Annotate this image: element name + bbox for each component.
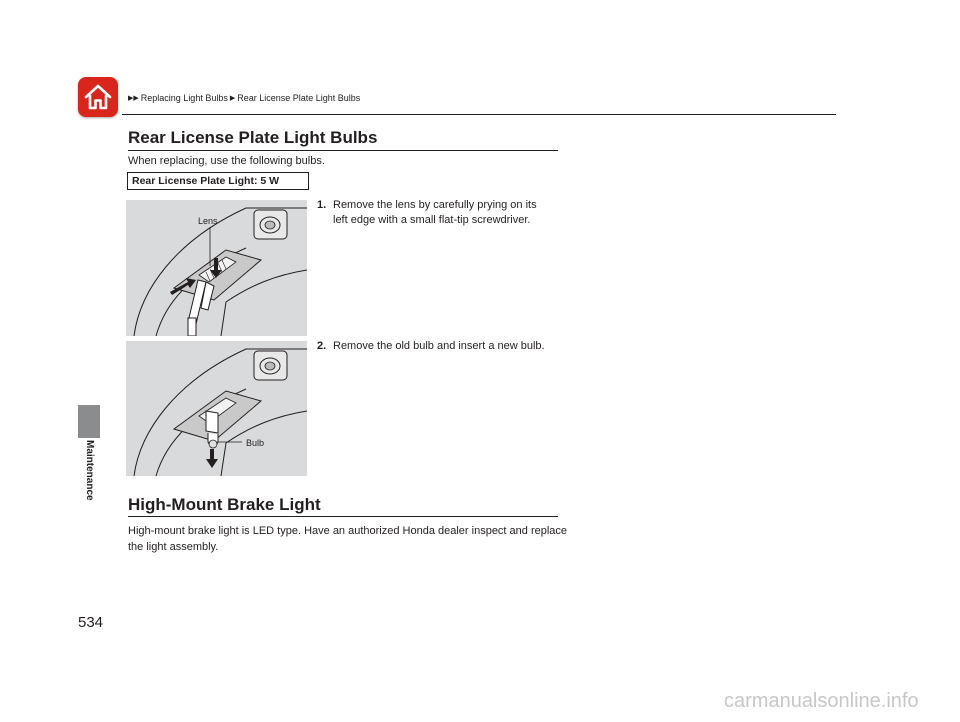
section-title-brake-light: High-Mount Brake Light (128, 495, 321, 514)
breadcrumb-item-rear-license-plate[interactable]: Rear License Plate Light Bulbs (237, 93, 361, 103)
watermark: carmanualsonline.info (724, 690, 919, 712)
page-number: 534 (78, 614, 104, 631)
bulb-replacement-illustration (126, 341, 307, 476)
step-2 (317, 339, 562, 354)
home-icon (83, 82, 113, 112)
header-divider (122, 114, 836, 115)
step-2-number: 2. (317, 340, 327, 352)
step-2-text: Remove the old bulb and insert a new bulb. (333, 340, 545, 352)
bulb-spec-box: Rear License Plate Light: 5 W (127, 172, 309, 190)
chevron-right-icon: ▶▶ (128, 95, 139, 102)
lens-removal-illustration (126, 200, 307, 336)
section-title-license-plate: Rear License Plate Light Bulbs (128, 128, 378, 147)
intro-text: When replacing, use the following bulbs. (128, 155, 325, 167)
chevron-right-icon: ▶ (229, 95, 236, 102)
step-1-text-line1: Remove the lens by carefully prying on its (333, 199, 537, 211)
breadcrumb-item-replacing-light-bulbs[interactable]: Replacing Light Bulbs (140, 93, 228, 103)
bulb-callout-label: Bulb (246, 438, 265, 448)
section-tab-marker (78, 405, 100, 438)
section-title-underline (128, 516, 558, 517)
brake-light-paragraph: High-mount brake light is LED type. Have an authorized Honda dealer inspect and replace the light assembly. (128, 525, 568, 553)
section-title-underline (128, 150, 558, 151)
home-button[interactable] (78, 77, 118, 117)
section-side-label: Maintenance (84, 440, 95, 501)
step-1 (317, 198, 557, 228)
step-1-number: 1. (317, 199, 327, 211)
lens-callout-label: Lens (198, 216, 218, 226)
breadcrumb (128, 93, 360, 103)
step-1-text-line2: left edge with a small flat-tip screwdriver. (333, 214, 531, 226)
